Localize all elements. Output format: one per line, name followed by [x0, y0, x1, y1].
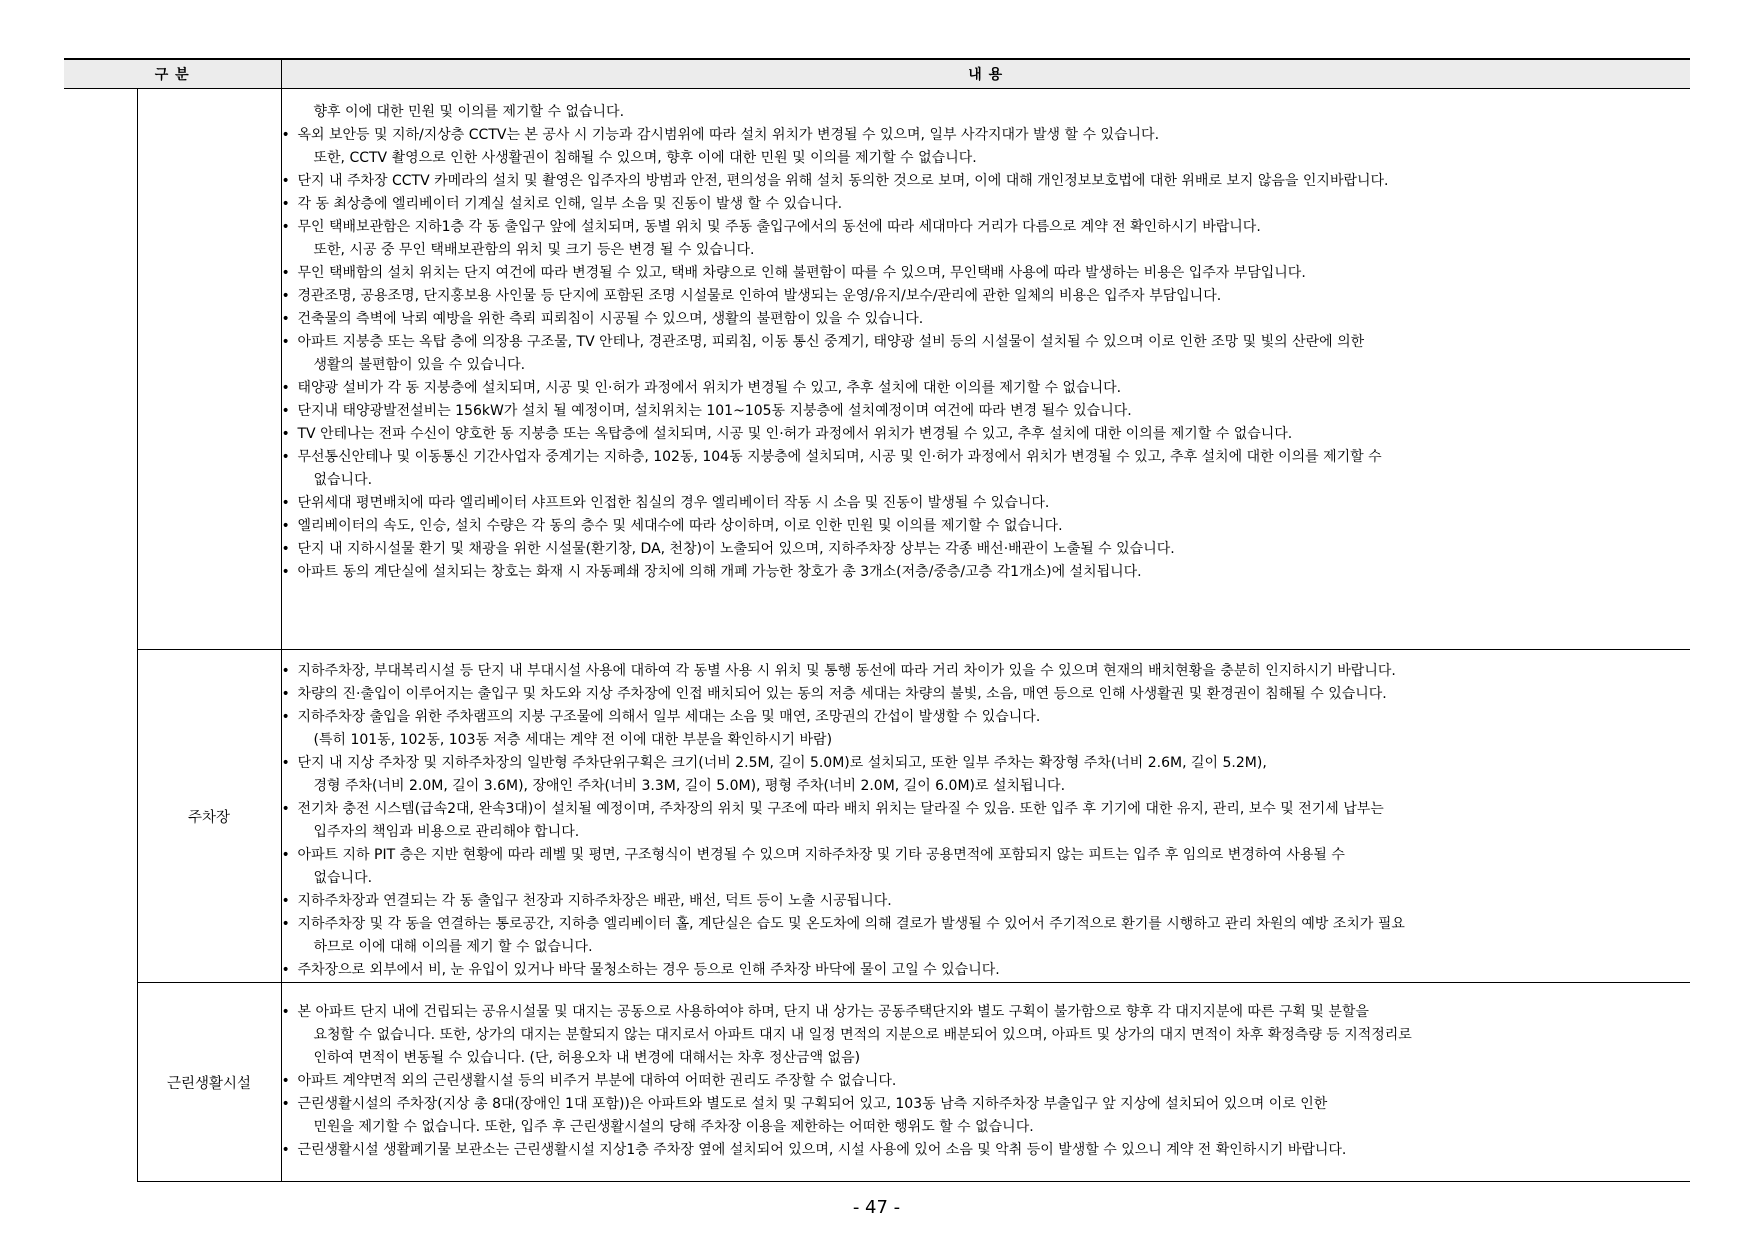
continuation-line — [298, 354, 1687, 377]
section-row-parking — [64, 650, 1690, 983]
table-header-row — [64, 59, 1690, 89]
item-text: 아파트 계약면적 외의 근린생활시설 등의 비주거 부분에 대하여 어떠한 권리도 주장할 수 없습니다. — [297, 1073, 897, 1089]
item-text: 옥외 보안등 및 지하/지상층 CCTV는 본 공사 시 기능과 감시범위에 따라 설치 위치가 변경될 수 있으며, 일부 사각지대가 발생 할 수 있습니다. — [297, 127, 1160, 143]
item-text: 인하여 면적이 변동될 수 있습니다. (단, 허용오차 내 변경에 대해서는 차후 정산금액 없음) — [313, 1050, 861, 1066]
item-text: 건축물의 측벽에 낙뢰 예방을 위한 측뢰 피뢰침이 시공될 수 있으며, 생활의 불편함이 있을 수 있습니다. — [297, 311, 924, 327]
section-content — [281, 650, 1690, 983]
section-row-neighborhood — [64, 983, 1690, 1182]
bullet-item — [281, 1139, 1687, 1162]
bullet-item — [281, 1001, 1687, 1024]
bullet-icon: • — [281, 426, 290, 442]
continuation-line — [298, 936, 1687, 959]
bullet-icon: • — [281, 518, 290, 534]
bullet-icon: • — [281, 380, 290, 396]
item-list — [282, 650, 1691, 982]
bullet-icon: • — [281, 686, 290, 702]
item-text: 무인 택배보관함은 지하1층 각 동 출입구 앞에 설치되며, 동별 위치 및 주동 출입구에서의 동선에 따라 세대마다 거리가 다름으로 계약 전 확인하시기 바랍니다. — [297, 219, 1261, 235]
bullet-item — [281, 844, 1687, 867]
continuation-line — [298, 1024, 1687, 1047]
continuation-line — [298, 239, 1687, 262]
bullet-icon: • — [281, 564, 290, 580]
bullet-item — [281, 1070, 1687, 1093]
bullet-item — [281, 216, 1687, 239]
bullet-item — [281, 1093, 1687, 1116]
bullet-icon: • — [281, 173, 290, 189]
bullet-icon: • — [281, 801, 290, 817]
bullet-item — [281, 170, 1687, 193]
continuation-line — [298, 775, 1687, 798]
continuation-line — [298, 147, 1687, 170]
bullet-icon: • — [281, 1073, 290, 1089]
item-text: 경형 주차(너비 2.0M, 길이 3.6M), 장애인 주차(너비 3.3M, 길이 5.0M), 평형 주차(너비 2.0M, 길이 6.0M)로 설치됩니다. — [313, 778, 1066, 794]
bullet-icon: • — [281, 219, 290, 235]
bullet-icon: • — [281, 288, 290, 304]
bullet-icon: • — [281, 449, 290, 465]
item-text: 단지 내 지하시설물 환기 및 채광을 위한 시설물(환기창, DA, 천창)이 노출되어 있으며, 지하주차장 상부는 각종 배선·배관이 노출될 수 있습니다. — [297, 541, 1175, 557]
item-text: 근린생활시설 생활폐기물 보관소는 근린생활시설 지상1층 주차장 옆에 설치되어 있으며, 시설 사용에 있어 소음 및 악취 등이 발생할 수 있으니 계약 전 확인하시기 바랍니다. — [297, 1142, 1347, 1158]
item-text: 지하주차장 출입을 위한 주차램프의 지붕 구조물에 의해서 일부 세대는 소음 및 매연, 조망권의 간섭이 발생할 수 있습니다. — [297, 709, 1041, 725]
continuation-line — [298, 101, 1687, 124]
item-text: 전기차 충전 시스템(급속2대, 완속3대)이 설치될 예정이며, 주차장의 위치 및 구조에 따라 배치 위치는 달라질 수 있음. 또한 입주 후 기기에 대한 유지, 관리, 보수 및 전기세 납부는 — [297, 801, 1384, 817]
item-text: 지하주차장 및 각 동을 연결하는 통로공간, 지하층 엘리베이터 홀, 계단실은 습도 및 온도차에 의해 결로가 발생될 수 있어서 주기적으로 환기를 시행하고 관리 차원의 예방 조치가 필요 — [297, 916, 1405, 932]
item-text: 단위세대 평면배치에 따라 엘리베이터 샤프트와 인접한 침실의 경우 엘리베이터 작동 시 소음 및 진동이 발생될 수 있습니다. — [297, 495, 1050, 511]
item-text: 아파트 지하 PIT 층은 지반 현황에 따라 레벨 및 평면, 구조형식이 변경될 수 있으며 지하주차장 및 기타 공용면적에 포함되지 않는 피트는 입주 후 임의로 변경하여 사용될 수 — [297, 847, 1345, 863]
bullet-item — [281, 193, 1687, 216]
bullet-icon: • — [281, 893, 290, 909]
item-text: 근린생활시설의 주차장(지상 총 8대(장애인 1대 포함))은 아파트와 별도로 설치 및 구획되어 있고, 103동 남측 지하주차장 부출입구 앞 지상에 설치되어 있으며 이로 인한 — [297, 1096, 1328, 1112]
item-text: 각 동 최상층에 엘리베이터 기계실 설치로 인해, 일부 소음 및 진동이 발생 할 수 있습니다. — [297, 196, 843, 212]
item-text: 아파트 지붕층 또는 옥탑 층에 의장용 구조물, TV 안테나, 경관조명, 피뢰침, 이동 통신 중계기, 태양광 설비 등의 시설물이 설치될 수 있으며 이로 인한 조망 및 빛의 산란에 의한 — [297, 334, 1365, 350]
item-text: 단지 내 주차장 CCTV 카메라의 설치 및 촬영은 입주자의 방범과 안전, 편의성을 위해 설치 동의한 것으로 보며, 이에 대해 개인정보보호법에 대한 위배로 보지 않음을 인지바랍니다. — [297, 173, 1389, 189]
item-text: 향후 이에 대한 민원 및 이의를 제기할 수 없습니다. — [313, 104, 625, 120]
bullet-item — [281, 492, 1687, 515]
item-text: 생활의 불편함이 있을 수 있습니다. — [313, 357, 526, 373]
item-text: 태양광 설비가 각 동 지붕층에 설치되며, 시공 및 인·허가 과정에서 위치가 변경될 수 있고, 추후 설치에 대한 이의를 제기할 수 없습니다. — [297, 380, 1122, 396]
page-number: - 47 - — [852, 1197, 901, 1218]
continuation-line — [298, 821, 1687, 844]
continuation-line — [298, 867, 1687, 890]
item-text: 입주자의 책임과 비용으로 관리해야 합니다. — [313, 824, 580, 840]
bullet-item — [281, 377, 1687, 400]
item-text: 단지 내 지상 주차장 및 지하주차장의 일반형 주차단위구획은 크기(너비 2.5M, 길이 5.0M)로 설치되고, 또한 일부 주차는 확장형 주차(너비 2.6M, 길이 5.2M), — [297, 755, 1267, 771]
section-label — [137, 89, 281, 650]
bullet-item — [281, 706, 1687, 729]
bullet-item — [281, 515, 1687, 538]
bullet-item — [281, 423, 1687, 446]
item-text: 요청할 수 없습니다. 또한, 상가의 대지는 분할되지 않는 대지로서 아파트 대지 내 일정 면적의 지분으로 배분되어 있으며, 아파트 및 상가의 대지 면적이 차후 확정측량 등 지적정리로 — [313, 1027, 1412, 1043]
bullet-item — [281, 331, 1687, 354]
bullet-icon: • — [281, 403, 290, 419]
item-text: 차량의 진·출입이 이루어지는 출입구 및 차도와 지상 주차장에 인접 배치되어 있는 동의 저층 세대는 차량의 불빛, 소음, 매연 등으로 인해 사생활권 및 환경권이 침해될 수 있습니다. — [297, 686, 1387, 702]
item-text: 무선통신안테나 및 이동통신 기간사업자 중계기는 지하층, 102동, 104동 지붕층에 설치되며, 시공 및 인·허가 과정에서 위치가 변경될 수 있고, 추후 설치에 대한 이의를 제기할 수 — [297, 449, 1382, 465]
item-text: (특히 101동, 102동, 103동 저층 세대는 계약 전 이에 대한 부분을 확인하시기 바람) — [313, 732, 833, 748]
bullet-item — [281, 285, 1687, 308]
item-text: 지하주차장, 부대복리시설 등 단지 내 부대시설 사용에 대하여 각 동별 사용 시 위치 및 통행 동선에 따라 거리 차이가 있을 수 있으며 현재의 배치현황을 충분히 인지하시기 바랍니다. — [297, 663, 1396, 679]
bullet-icon: • — [281, 962, 290, 978]
bullet-icon: • — [281, 311, 290, 327]
bullet-icon: • — [281, 1096, 290, 1112]
bullet-icon: • — [281, 916, 290, 932]
section-content — [281, 89, 1690, 650]
bullet-icon: • — [281, 1142, 290, 1158]
item-list — [282, 983, 1691, 1162]
header-category: 구 분 — [64, 59, 281, 89]
bullet-icon: • — [281, 495, 290, 511]
bullet-icon: • — [281, 755, 290, 771]
bullet-icon: • — [281, 1004, 290, 1020]
outer-category-cell — [64, 89, 137, 1182]
bullet-icon: • — [281, 196, 290, 212]
item-text: 또한, CCTV 촬영으로 인한 사생활권이 침해될 수 있으며, 향후 이에 대한 민원 및 이의를 제기할 수 없습니다. — [313, 150, 977, 166]
bullet-item — [281, 262, 1687, 285]
continuation-line — [298, 729, 1687, 752]
item-text: TV 안테나는 전파 수신이 양호한 동 지붕층 또는 옥탑층에 설치되며, 시공 및 인·허가 과정에서 위치가 변경될 수 있고, 추후 설치에 대한 이의를 제기할 수 없습니다. — [297, 426, 1293, 442]
item-text: 없습니다. — [313, 870, 373, 886]
section-label: 근린생활시설 — [137, 983, 281, 1182]
item-text: 경관조명, 공용조명, 단지홍보용 사인물 등 단지에 포함된 조명 시설물로 인하여 발생되는 운영/유지/보수/관리에 관한 일체의 비용은 입주자 부담입니다. — [297, 288, 1222, 304]
notice-table — [64, 58, 1690, 1182]
bullet-item — [281, 752, 1687, 775]
bullet-icon: • — [281, 334, 290, 350]
bullet-item — [281, 124, 1687, 147]
bullet-icon: • — [281, 663, 290, 679]
bullet-icon: • — [281, 265, 290, 281]
item-text: 엘리베이터의 속도, 인승, 설치 수량은 각 동의 층수 및 세대수에 따라 상이하며, 이로 인한 민원 및 이의를 제기할 수 없습니다. — [297, 518, 1063, 534]
bullet-item — [281, 308, 1687, 331]
item-text: 주차장으로 외부에서 비, 눈 유입이 있거나 바닥 물청소하는 경우 등으로 인해 주차장 바닥에 물이 고일 수 있습니다. — [297, 962, 1000, 978]
bullet-item — [281, 683, 1687, 706]
item-list — [282, 89, 1691, 584]
section-content — [281, 983, 1690, 1182]
item-text: 무인 택배함의 설치 위치는 단지 여건에 따라 변경될 수 있고, 택배 차량으로 인해 불편함이 따를 수 있으며, 무인택배 사용에 따라 발생하는 비용은 입주자 부담입니다. — [297, 265, 1306, 281]
bullet-item — [281, 890, 1687, 913]
continuation-line — [298, 469, 1687, 492]
bullet-item — [281, 561, 1687, 584]
continuation-line — [298, 1047, 1687, 1070]
bullet-icon: • — [281, 709, 290, 725]
section-label: 주차장 — [137, 650, 281, 983]
bullet-item — [281, 400, 1687, 423]
item-text: 본 아파트 단지 내에 건립되는 공유시설물 및 대지는 공동으로 사용하여야 하며, 단지 내 상가는 공동주택단지와 별도 구획이 불가함으로 향후 각 대지지분에 따른 구획 및 분할을 — [297, 1004, 1369, 1020]
item-text: 없습니다. — [313, 472, 373, 488]
bullet-item — [281, 798, 1687, 821]
item-text: 또한, 시공 중 무인 택배보관함의 위치 및 크기 등은 변경 될 수 있습니다. — [313, 242, 755, 258]
item-text: 단지내 태양광발전설비는 156kW가 설치 될 예정이며, 설치위치는 101~105동 지붕층에 설치예정이며 여건에 따라 변경 될수 있습니다. — [297, 403, 1132, 419]
item-text: 지하주차장과 연결되는 각 동 출입구 천장과 지하주차장은 배관, 배선, 덕트 등이 노출 시공됩니다. — [297, 893, 892, 909]
bullet-icon: • — [281, 127, 290, 143]
bullet-icon: • — [281, 847, 290, 863]
bullet-item — [281, 660, 1687, 683]
bullet-icon: • — [281, 541, 290, 557]
bullet-item — [281, 538, 1687, 561]
bullet-item — [281, 913, 1687, 936]
item-text: 민원을 제기할 수 없습니다. 또한, 입주 후 근린생활시설의 당해 주차장 이용을 제한하는 어떠한 행위도 할 수 없습니다. — [313, 1119, 1034, 1135]
item-text: 아파트 동의 계단실에 설치되는 창호는 화재 시 자동폐쇄 장치에 의해 개폐 가능한 창호가 총 3개소(저층/중층/고층 각1개소)에 설치됩니다. — [297, 564, 1142, 580]
bullet-item — [281, 959, 1687, 982]
item-text: 하므로 이에 대해 이의를 제기 할 수 없습니다. — [313, 939, 593, 955]
section-row-general — [64, 89, 1690, 650]
bullet-item — [281, 446, 1687, 469]
header-content: 내 용 — [281, 59, 1690, 89]
continuation-line — [298, 1116, 1687, 1139]
